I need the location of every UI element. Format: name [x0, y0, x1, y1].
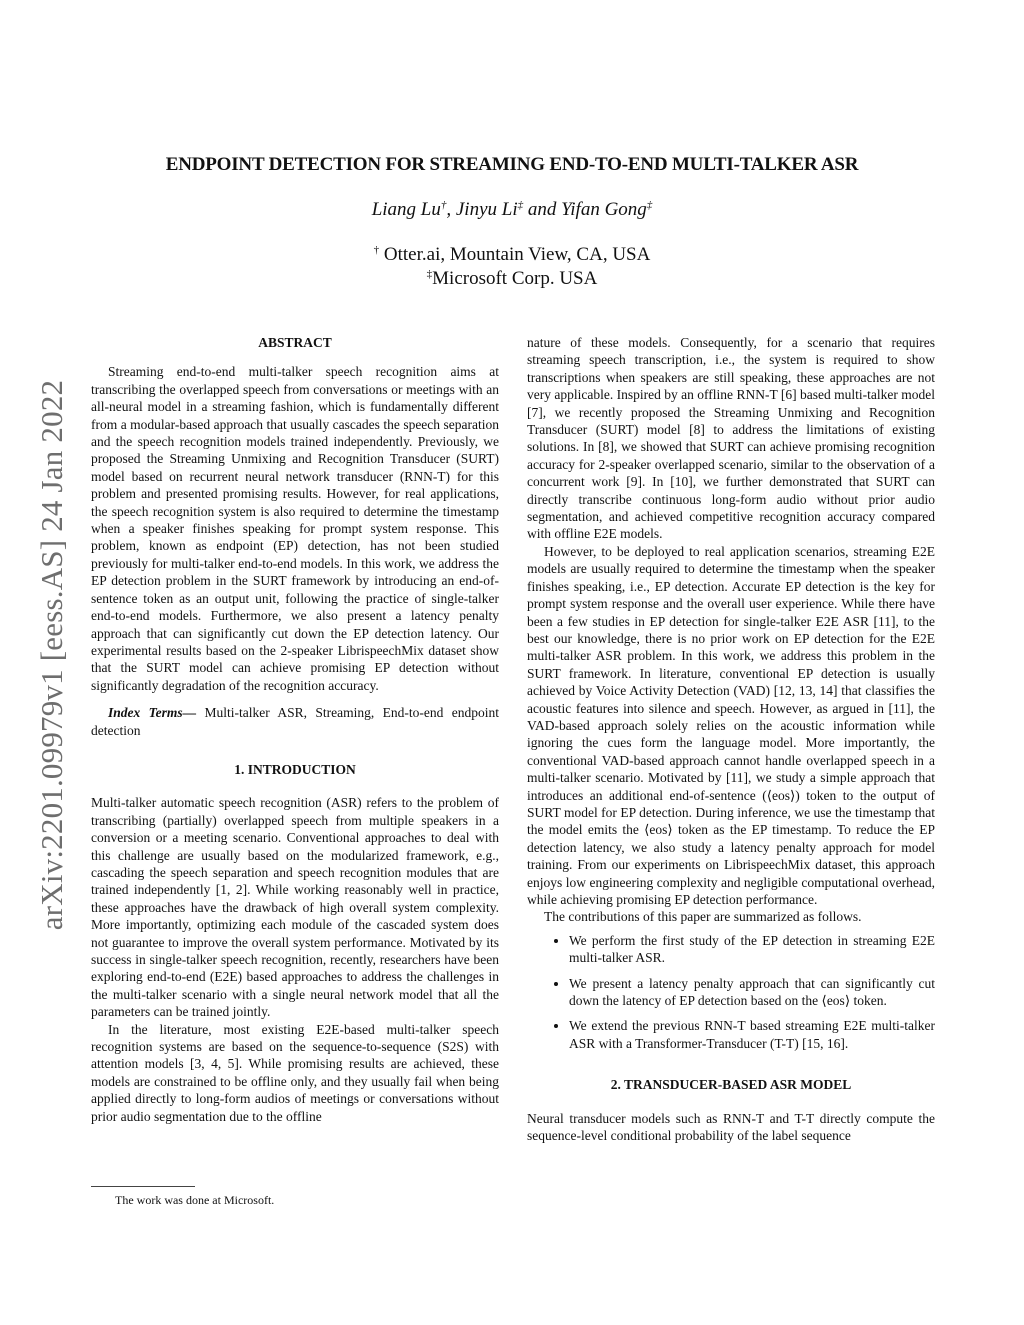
section-heading-transducer: 2. TRANSDUCER-BASED ASR MODEL: [610, 1077, 852, 1093]
affiliation-text: Otter.ai, Mountain View, CA, USA: [379, 244, 651, 265]
paragraph: The contributions of this paper are summarized as follows.: [544, 909, 862, 925]
right-column: [527, 334, 935, 1144]
paragraph: However, to be deployed to real application scenarios, streaming E2E models are usually required to determine the timestamp when the speaker finishes speaking, i.e., EP detection. Accurate EP detection is the key for prompt system response and the overall user experience. While there have been a few studies in EP detection for single-talker E2E ASR [11], to the best our knowledge, there is no prior work on EP detection for the E2E multi-talker ASR problem. In this work, we address this problem in the SURT framework. In literature, conventional EP detection is usually achieved by Voice Activity Detection (VAD) [12, 13, 14] that classifies the acoustic features into silence and speech. However, as argued in [11], the VAD-based approach solely relies on the acoustic information while ignoring the cues form the language model. More importantly, the conventional VAD-based approach cannot handle overlapped speech in a multi-talker scenario. Motivated by [11], we study a simple approach that introduces an additional end-of-sentence (⟨eos⟩) token to the output of SURT model for EP detection. During inference, we use the timestamp that the model emits the ⟨eos⟩ token as the EP timestamp. To reduce the EP detection latency, we also study a latency penalty approach for model training. From our experiments on LibrispeechMix dataset, this approach enjoys low engineering complexity and negligible computational overhead, while achieving promising EP detection performance.: [527, 543, 935, 907]
contributions-list: [527, 932, 935, 1052]
affiliation-mark: †: [440, 199, 447, 211]
left-column: [91, 334, 499, 1125]
author-separator: ,: [446, 199, 456, 220]
affiliation-mark: ‡: [646, 199, 653, 211]
abstract-heading: ABSTRACT: [258, 335, 332, 350]
abstract-text: Streaming end-to-end multi-talker speech recognition aims at transcribing the overlapped speech from conversations or meetings with an all-neural model in a streaming fashion, which is fundamentally different from a modular-based approach that usually cascades the speech separation and the speech recognition models trained independently. Previously, we proposed the Streaming Unmixing and Recognition Transducer (SURT) model based on recurrent neural network transducer (RNN-T) for this problem and presented promising results. However, for real applications, the speech recognition system is also required to determine the timestamp when a speaker finishes speaking for prompt system response. This problem, known as endpoint (EP) detection, has not been studied previously for multi-talker end-to-end models. In this work, we address the EP detection problem in the SURT framework by introducing an end-of-sentence token as an output unit, following the practice of single-talker end-to-end models. Furthermore, we also present a latency penalty approach that can significantly cut down the EP detection latency. Our experimental results based on the 2-speaker LibrispeechMix dataset show that the SURT model can achieve promising EP detection without significantly degradation of the recognition accuracy.: [91, 364, 499, 693]
paragraph: Neural transducer models such as RNN-T and T-T directly compute the sequence-level conditional probability of the label sequence: [527, 1110, 935, 1144]
author-list: [0, 199, 1024, 221]
paragraph: In the literature, most existing E2E-based multi-talker speech recognition systems are based on the sequence-to-sequence (S2S) with attention models [3, 4, 5]. While promising results are achieved, these models are constrained to be offline only, and they usually fail when being applied directly to long-form audios of meetings or conversations without prior audio segmentation due to the offline: [91, 1021, 499, 1124]
list-item: • We perform the first study of the EP detection in streaming E2E multi-talker ASR.: [569, 932, 935, 967]
author-name: Liang Lu: [371, 199, 441, 220]
paragraph: Multi-talker automatic speech recognition (ASR) refers to the problem of transcribing (partially) overlapped speech from multiple speakers in a conversion or a meeting scenario. Conventional approaches to deal with this challenge are usually based on the modularized framework, e.g., cascading the speech separation and speech recognition modules that are trained independently [1, 2]. While working reasonably well in practice, these approaches have the drawback of high overall system complexity. More importantly, optimizing each module of the cascaded system does not guarantee to improve the overall system performance. Motivated by its success in single-talker speech recognition, recently, researchers have been exploring end-to-end (E2E) based approaches to address the challenges in the multi-talker scenario with a single neural network model that all the parameters can be trained jointly.: [91, 795, 499, 1020]
index-terms: [91, 704, 499, 739]
section-heading-introduction: 1. INTRODUCTION: [234, 761, 356, 777]
index-terms-text: Multi-talker ASR, Streaming, End-to-end endpoint detection: [91, 705, 499, 738]
footnote: [91, 1186, 499, 1208]
affiliation-text: Microsoft Corp. USA: [432, 268, 598, 289]
author-name: Jinyu Li: [455, 199, 518, 220]
affiliation-microsoft: [0, 268, 1024, 290]
list-item: • We present a latency penalty approach that can significantly cut down the latency of EP detection based on the ⟨eos⟩ token.: [569, 975, 935, 1010]
footnote-rule: [91, 1186, 195, 1187]
author-separator: and: [523, 199, 562, 220]
affiliation-otter: [0, 244, 1024, 266]
list-item: • We extend the previous RNN-T based streaming E2E multi-talker ASR with a Transformer-Transducer (T-T) [15, 16].: [569, 1017, 935, 1052]
affiliation-mark: †: [373, 244, 380, 256]
author-name: Yifan Gong: [561, 199, 647, 220]
affiliation-mark: ‡: [517, 199, 524, 211]
footnote-text: The work was done at Microsoft.: [115, 1193, 275, 1207]
paper-title: ENDPOINT DETECTION FOR STREAMING END-TO-END MULTI-TALKER ASR: [165, 154, 859, 175]
index-terms-label: Index Terms—: [108, 705, 197, 721]
arxiv-identifier: arXiv:2201.09979v1 [eess.AS] 24 Jan 2022: [34, 379, 69, 931]
paragraph: nature of these models. Consequently, for a scenario that requires streaming speech transcription, i.e., the system is required to show transcriptions when speakers are still speaking, these approaches are not very applicable. Inspired by an offline RNN-T [6] based multi-talker model [7], we recently proposed the Streaming Unmixing and Recognition Transducer (SURT) model [8] to address the limitations of existing solutions. In [8], we showed that SURT can achieve promising recognition accuracy for 2-speaker overlapped scenario, similar to the observation of a concurrent work [9]. In [10], we further demonstrated that SURT can directly transcribe continuous long-form audio without prior audio segmentation, and achieved competitive recognition accuracy compared with offline E2E models.: [527, 335, 935, 542]
affiliation-mark: ‡: [426, 268, 433, 280]
